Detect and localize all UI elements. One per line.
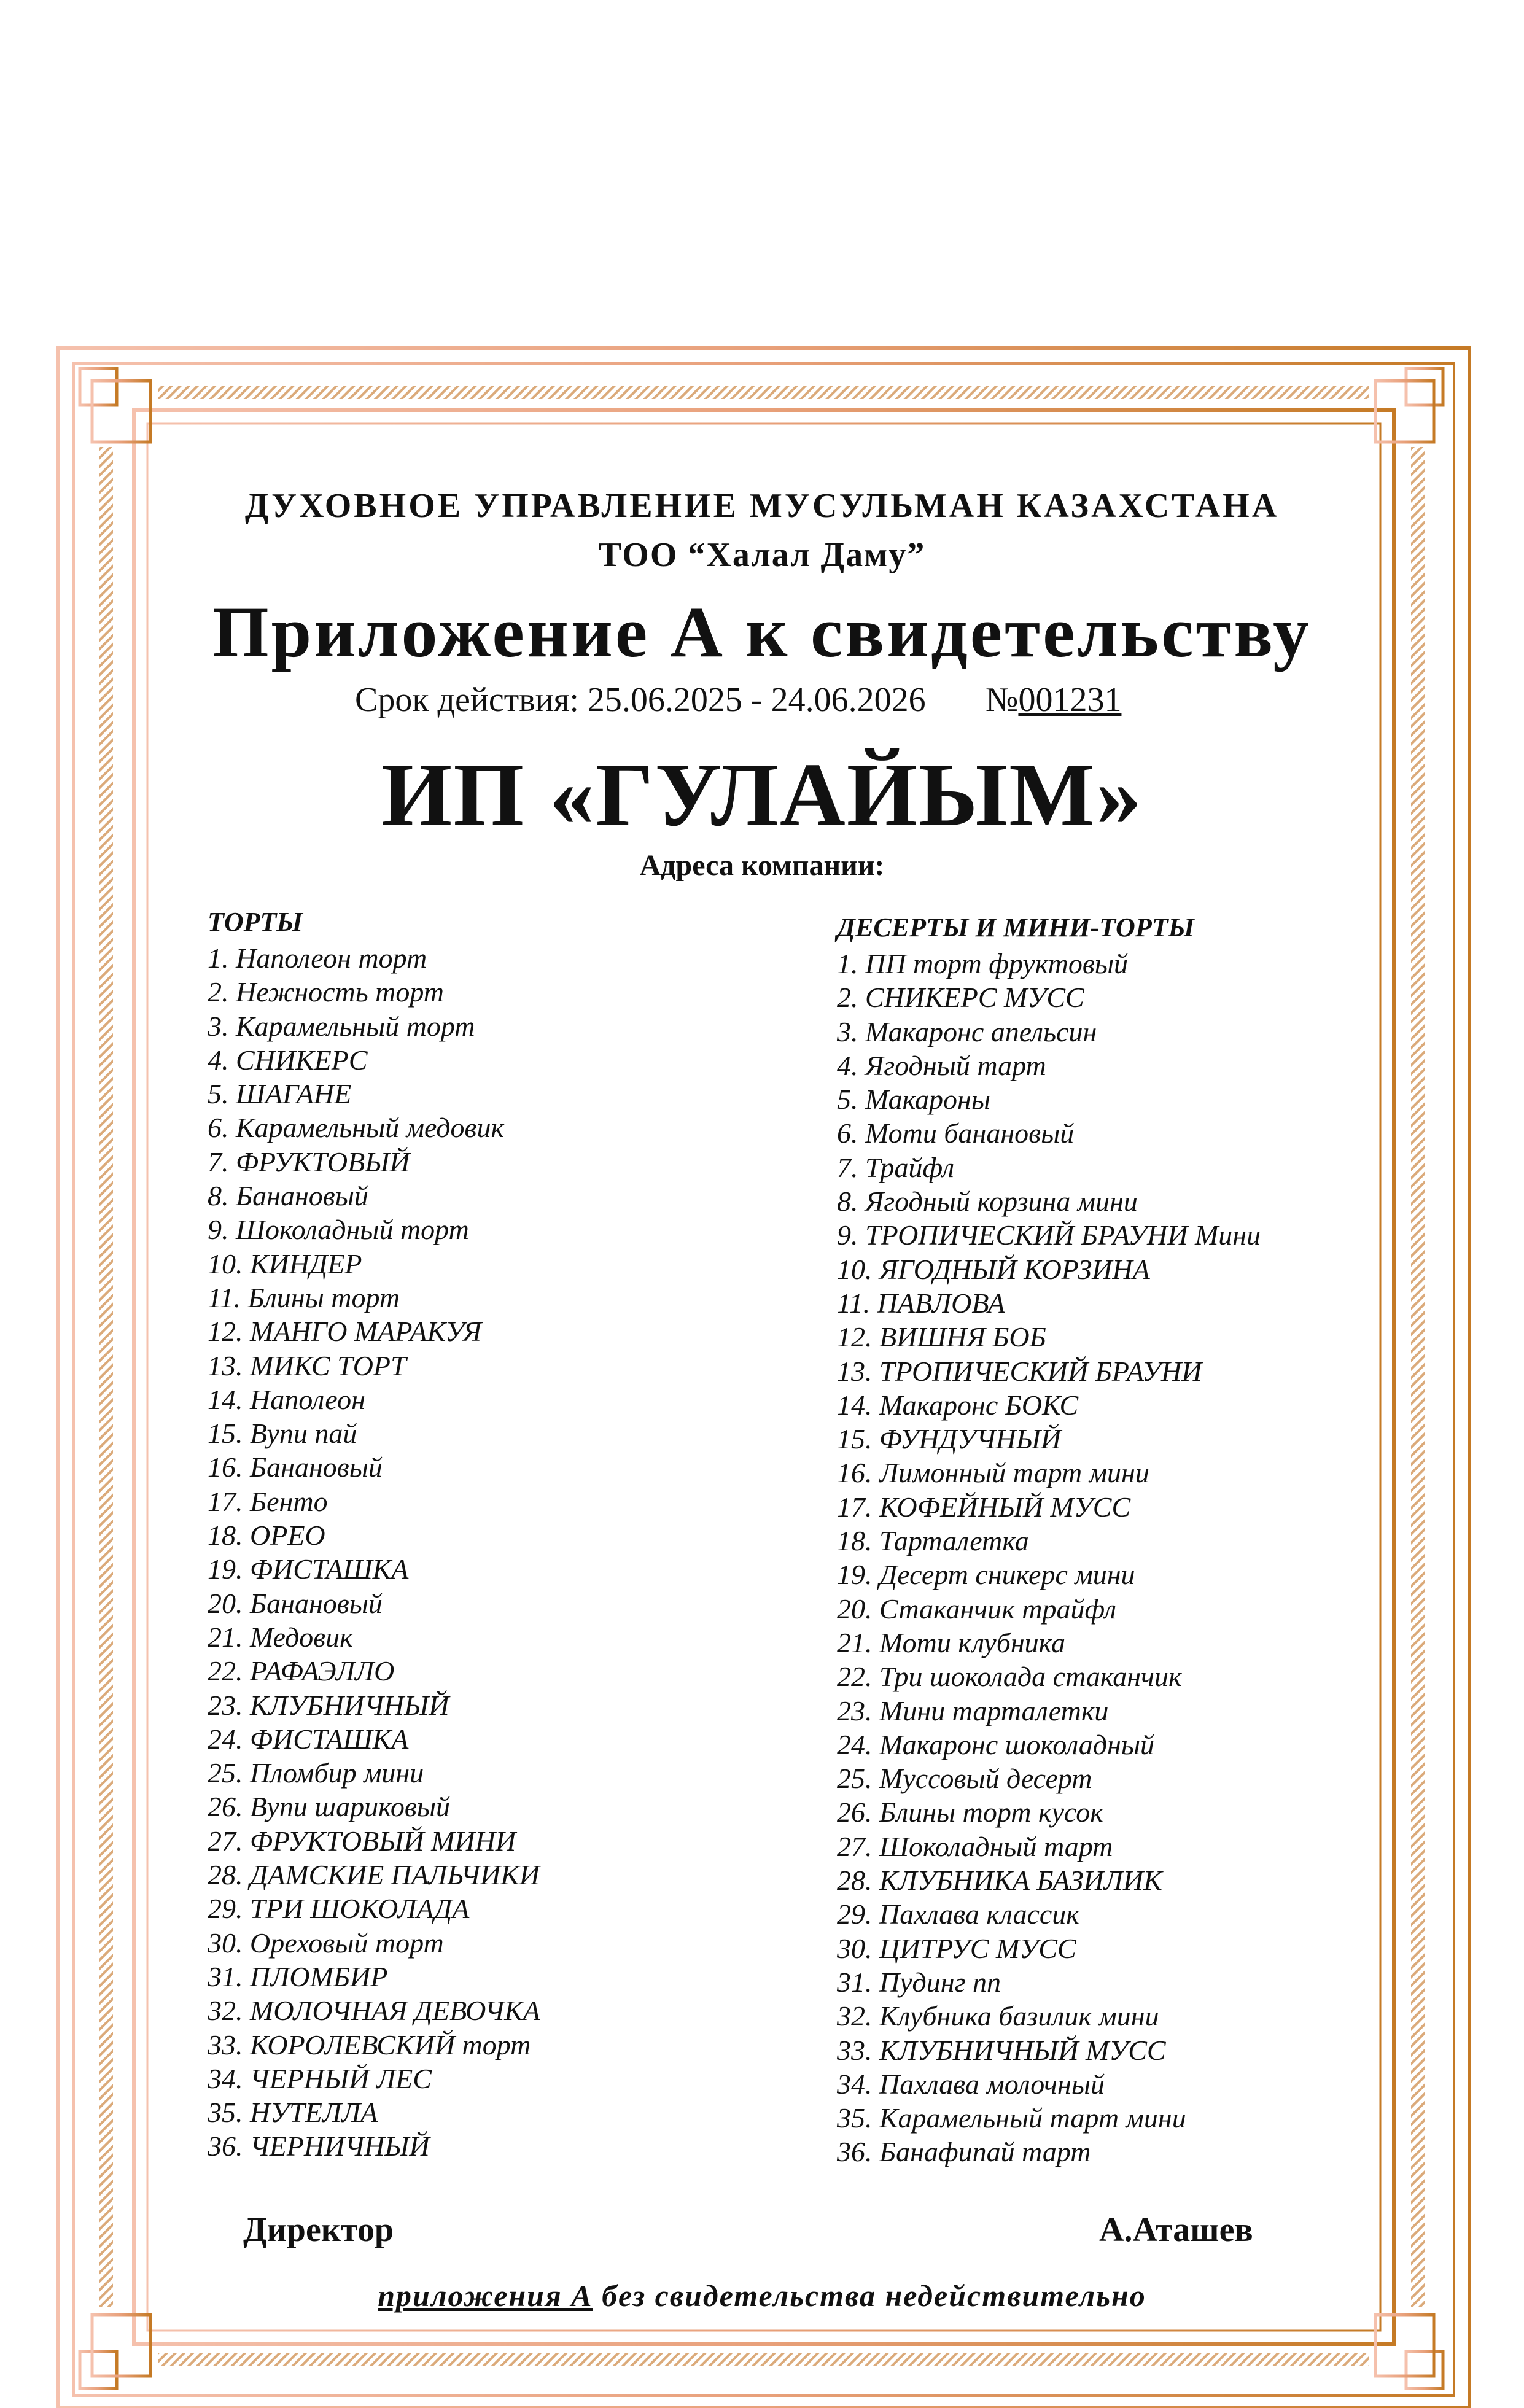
list-item: 1. ПП торт фруктовый [837,948,1128,979]
list-item: 15. ФУНДУЧНЫЙ [837,1423,1062,1455]
certificate-number [986,680,1121,720]
list-item: 11. Блины торт [208,1281,400,1313]
list-item: 21. Медовик [208,1621,353,1653]
list-item: 32. МОЛОЧНАЯ ДЕВОЧКА [208,1995,540,2027]
list-item: 2. СНИКЕРС МУСС [837,982,1084,1014]
list-item: 24. ФИСТАШКА [208,1723,409,1755]
cert-prefix: № [986,681,1019,719]
list-item: 30. Ореховый торт [208,1927,444,1959]
list-item: 8. Банановый [208,1180,368,1212]
list-item: 1. Наполеон торт [208,942,427,974]
list-item: 23. Мини тарталетки [837,1695,1109,1726]
list-item: 27. Шоколадный тарт [837,1830,1113,1862]
list-item: 7. ФРУКТОВЫЙ [208,1146,410,1178]
validity-notice [0,2278,1524,2313]
list-item: 21. Моти клубника [837,1626,1066,1658]
list-item: 36. ЧЕРНИЧНЫЙ [208,2130,430,2162]
list-item: 33. КЛУБНИЧНЫЙ МУСС [837,2034,1166,2066]
list-item: 20. Банановый [208,1587,383,1619]
list-item: 24. Макаронс шоколадный [837,1728,1154,1760]
list-item: 7. Трайфл [837,1151,955,1183]
list-item: 22. РАФАЭЛЛО [208,1655,395,1687]
list-item: 13. МИКС ТОРТ [208,1350,406,1381]
list-item: 29. Пахлава классик [837,1898,1079,1930]
list-item: 34. ЧЕРНЫЙ ЛЕС [208,2062,432,2094]
list-item: 32. Клубника базилик мини [837,2000,1159,2032]
list-item: 20. Стаканчик трайфл [837,1593,1117,1625]
list-item: 4. Ягодный тарт [837,1049,1046,1081]
list-item: 36. Банафипай тарт [837,2136,1091,2168]
list-item: 3. Карамельный торт [208,1010,475,1042]
list-item: 5. ШАГАНЕ [208,1078,352,1110]
signer-title: Директор [243,2211,394,2249]
company-name: ТОО “Халал Даму” [598,536,926,574]
notice-rest: без свидетельства недействительно [593,2278,1146,2313]
list-item: 17. Бенто [208,1485,328,1517]
list-item: 19. Десерт сникерс мини [837,1559,1135,1591]
notice-underlined: приложения А [378,2278,593,2313]
list-item: 29. ТРИ ШОКОЛАДА [208,1893,470,1925]
list-item: 9. ТРОПИЧЕСКИЙ БРАУНИ Мини [837,1219,1261,1251]
list-item: 14. Наполеон [208,1383,365,1415]
list-item: 34. Пахлава молочный [837,2068,1105,2100]
validity-period: Срок действия: 25.06.2025 - 24.06.2026 [355,681,926,719]
list-item: 12. ВИШНЯ БОБ [837,1321,1046,1353]
list-item: 8. Ягодный корзина мини [837,1186,1138,1218]
list-item: 33. КОРОЛЕВСКИЙ торт [208,2029,531,2060]
list-item: 26. Вупи шариковый [208,1791,450,1823]
list-item: 31. ПЛОМБИР [208,1960,388,1992]
document-title: Приложение А к свидетельству [212,592,1312,672]
list-item: 16. Лимонный тарт мини [837,1457,1149,1489]
list-item: 27. ФРУКТОВЫЙ МИНИ [208,1825,516,1857]
list-item: 23. КЛУБНИЧНЫЙ [208,1689,449,1721]
list-item: 9. Шоколадный торт [208,1214,469,1246]
list-item: 11. ПАВЛОВА [837,1287,1005,1319]
desserts-list [837,947,1261,2169]
list-item: 18. ОРЕО [208,1520,325,1552]
entity-name: ИП «ГУЛАЙЫМ» [381,745,1143,845]
list-item: 30. ЦИТРУС МУСС [837,1932,1076,1964]
list-item: 16. Банановый [208,1451,383,1483]
cert-number-value: 001231 [1018,681,1122,719]
list-item: 35. Карамельный тарт мини [837,2102,1186,2134]
organization-name: ДУХОВНОЕ УПРАВЛЕНИЕ МУСУЛЬМАН КАЗАХСТАНА [244,487,1280,525]
list-item: 18. Тарталетка [837,1525,1029,1557]
list-item: 26. Блины торт кусок [837,1796,1103,1828]
list-item: 28. ДАМСКИЕ ПАЛЬЧИКИ [208,1859,540,1891]
list-item: 10. ЯГОДНЫЙ КОРЗИНА [837,1253,1150,1285]
cakes-heading: ТОРТЫ [208,907,303,937]
list-item: 14. Макаронс БОКС [837,1389,1079,1421]
list-item: 6. Карамельный медовик [208,1112,505,1144]
list-item: 17. КОФЕЙНЫЙ МУСС [837,1491,1131,1523]
list-item: 25. Пломбир мини [208,1757,424,1789]
desserts-column [837,912,1261,2169]
cakes-list [208,941,540,2164]
list-item: 35. НУТЕЛЛА [208,2097,378,2129]
signer-name: А.Аташев [1099,2211,1253,2249]
list-item: 3. Макаронс апельсин [837,1016,1097,1047]
list-item: 28. КЛУБНИКА БАЗИЛИК [837,1865,1162,1897]
list-item: 22. Три шоколада стаканчик [837,1661,1182,1693]
list-item: 4. СНИКЕРС [208,1044,368,1076]
list-item: 13. ТРОПИЧЕСКИЙ БРАУНИ [837,1355,1202,1387]
list-item: 6. Моти банановый [837,1117,1075,1149]
list-item: 10. КИНДЕР [208,1248,362,1280]
list-item: 25. Муссовый десерт [837,1763,1092,1795]
address-label: Адреса компании: [639,849,885,882]
list-item: 12. МАНГО МАРАКУЯ [208,1316,482,1348]
cakes-column [208,906,540,2164]
desserts-heading: ДЕСЕРТЫ И МИНИ-ТОРТЫ [837,912,1195,942]
list-item: 31. Пудинг пп [837,1966,1001,1998]
list-item: 19. ФИСТАШКА [208,1553,409,1585]
list-item: 15. Вупи пай [208,1418,357,1450]
list-item: 2. Нежность торт [208,976,445,1008]
list-item: 5. Макароны [837,1084,991,1116]
